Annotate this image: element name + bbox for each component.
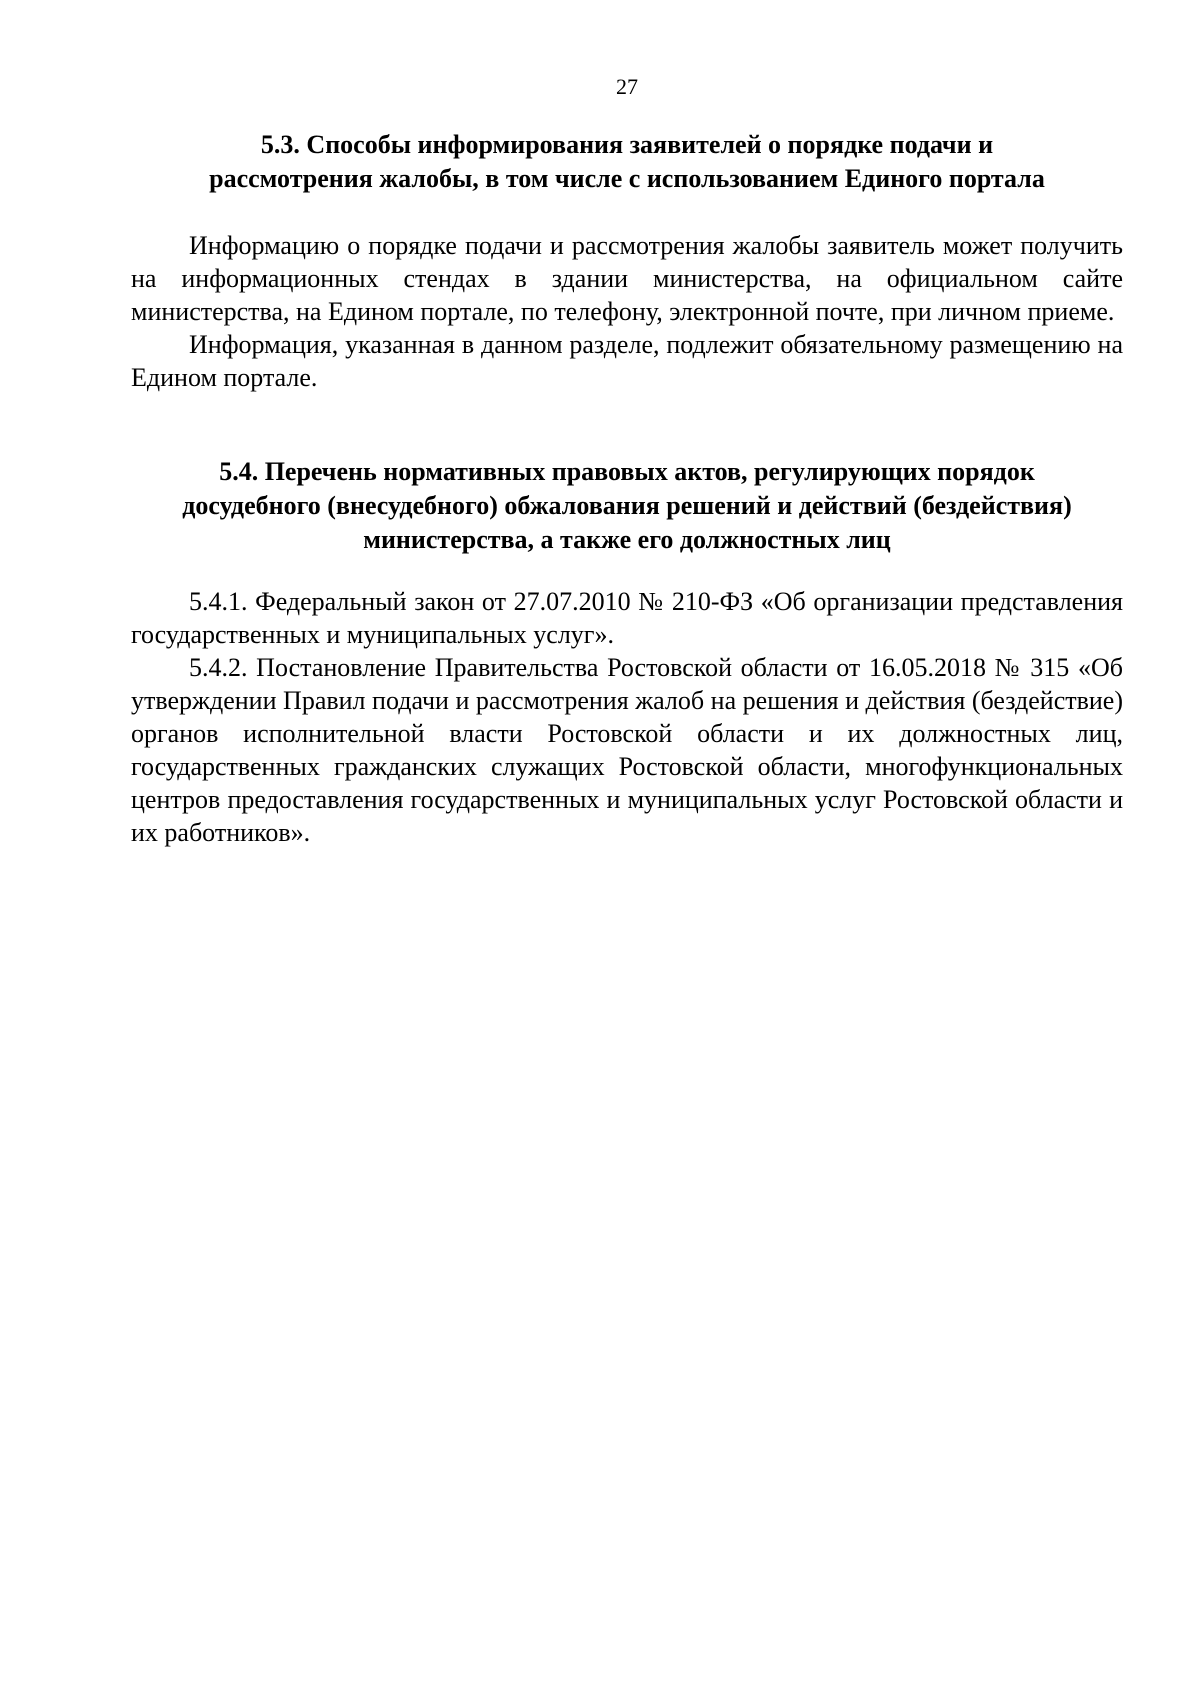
section-5-4-heading-line-3: министерства, а также его должностных лиц <box>363 525 891 554</box>
section-5-4-paragraph-2: 5.4.2. Постановление Правительства Ростовской области от 16.05.2018 № 315 «Об утверждении Правил подачи и рассмотрения жалоб на решения и действия (бездействие) органов исполнительной власти Ростовской области и их должностных лиц, государственных гражданских служащих Ростовской области, многофункциональных центров предоставления государственных и муниципальных услуг Ростовской области и их работников». <box>131 653 1123 847</box>
section-5-4-paragraph-1: 5.4.1. Федеральный закон от 27.07.2010 № 210-ФЗ «Об организации представления государственных и муниципальных услуг». <box>131 587 1123 649</box>
section-5-4-body <box>131 585 1123 849</box>
page-number: 27 <box>616 74 638 99</box>
section-5-3-heading-line-1: 5.3. Способы информирования заявителей о порядке подачи и <box>260 130 994 159</box>
section-5-3-body <box>131 229 1123 394</box>
section-5-4-heading-line-1: 5.4. Перечень нормативных правовых актов, регулирующих порядок <box>219 457 1035 486</box>
section-5-3-paragraph-2: Информация, указанная в данном разделе, подлежит обязательному размещению на Едином портале. <box>131 330 1123 392</box>
section-5-3-heading-line-2: рассмотрения жалобы, в том числе с использованием Единого портала <box>209 164 1045 193</box>
section-5-3-paragraph-1: Информацию о порядке подачи и рассмотрения жалобы заявитель может получить на информационных стендах в здании министерства, на официальном сайте министерства, на Едином портале, по телефону, электронной почте, при личном приеме. <box>131 231 1123 326</box>
section-5-4-heading-line-2: досудебного (внесудебного) обжалования решений и действий (бездействия) <box>182 491 1072 520</box>
section-5-3-heading <box>131 128 1123 196</box>
section-5-4-heading <box>131 455 1123 557</box>
